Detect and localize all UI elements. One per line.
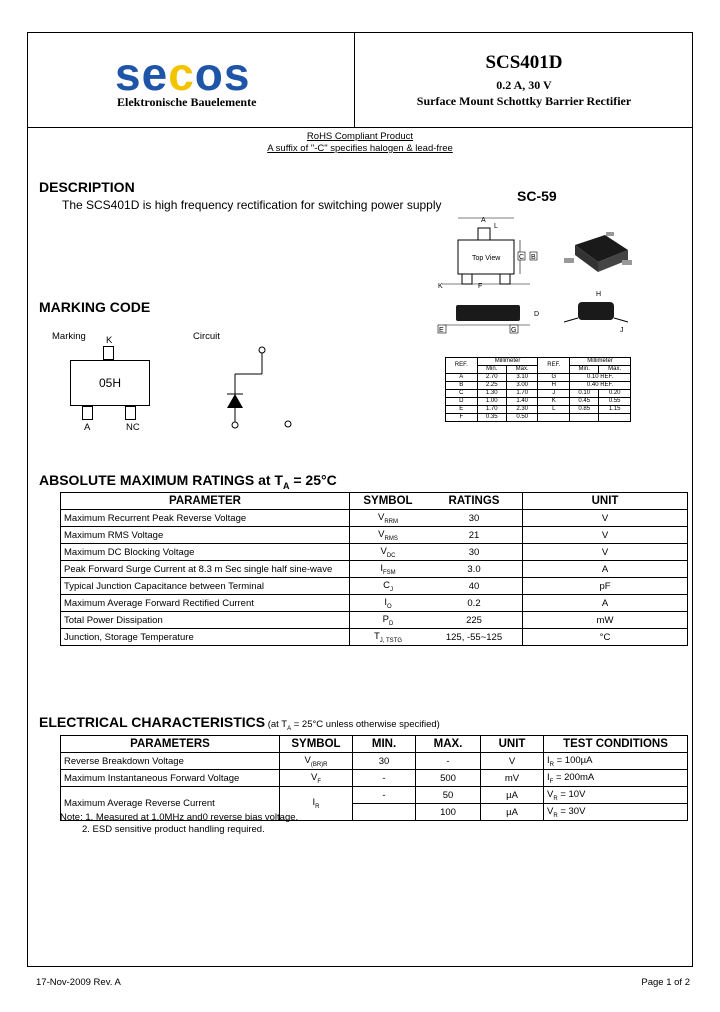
- dim-mm-header: Millimeter: [477, 358, 538, 366]
- dim-cell: 2.30: [506, 406, 538, 414]
- elec-heading-text: ELECTRICAL CHARACTERISTICS: [39, 714, 266, 730]
- table-row: [61, 510, 688, 527]
- cell-unit: mW: [523, 612, 688, 629]
- cell-unit: µA: [481, 804, 544, 821]
- pin-k-label: K: [106, 335, 113, 346]
- product-type: Surface Mount Schottky Barrier Rectifier: [416, 94, 632, 108]
- cell-sym: $I_{FSM}$: [350, 561, 427, 578]
- cell-param: Maximum Average Reverse Current: [61, 787, 280, 821]
- cell-max: 100: [416, 804, 481, 821]
- cell-param: Maximum Recurrent Peak Reverse Voltage: [61, 510, 350, 527]
- cell-sym: $V_{RRM}$: [350, 510, 427, 527]
- dim-cell: F: [446, 414, 478, 422]
- cell-cond: $V_R = 30V$: [544, 804, 688, 821]
- cell-min: -: [353, 770, 416, 787]
- pin-nc-label: NC: [126, 422, 140, 433]
- cell-sym: $C_J$: [350, 578, 427, 595]
- dim-cell: 0.85: [570, 406, 599, 414]
- svg-text:A: A: [481, 217, 486, 224]
- elec-note-sub: A: [287, 725, 292, 732]
- marking-code: 05H: [70, 360, 150, 406]
- halogen-line: A suffix of "-C" specifies halogen & lead-free: [267, 143, 453, 154]
- circuit-label: Circuit: [193, 331, 220, 342]
- rohs-line: RoHS Compliant Product: [306, 131, 414, 142]
- col-ratings: RATINGS: [426, 493, 523, 510]
- table-row: [446, 374, 631, 382]
- abs-max-heading-tail: = 25°C: [289, 472, 337, 488]
- col-symbol: SYMBOL: [350, 493, 427, 510]
- cell-param: Typical Junction Capacitance between Terminal: [61, 578, 350, 595]
- marking-label: Marking: [52, 331, 86, 342]
- dim-min-header: Min.: [570, 366, 599, 374]
- pin-k: [103, 346, 114, 360]
- cell-unit: °C: [523, 629, 688, 646]
- cell-val: 3.0: [426, 561, 523, 578]
- dim-cell: 0.50: [506, 414, 538, 422]
- dim-cell: L: [538, 406, 570, 414]
- cell-unit: V: [481, 753, 544, 770]
- dim-cell: 0.40 REF.: [570, 382, 631, 390]
- dim-cell: 3.10: [506, 374, 538, 382]
- table-row: [61, 612, 688, 629]
- dim-cell: 1.70: [506, 390, 538, 398]
- abs-max-heading-sub: A: [282, 480, 290, 491]
- cell-sym: $V_{(BR)R}$: [280, 753, 353, 770]
- svg-text:G: G: [511, 327, 517, 334]
- cell-cond: $I_F = 200mA$: [544, 770, 688, 787]
- cell-param: Maximum RMS Voltage: [61, 527, 350, 544]
- cell-min: [353, 804, 416, 821]
- abs-max-header-row: [61, 493, 688, 510]
- table-row: [61, 595, 688, 612]
- cell-unit: µA: [481, 787, 544, 804]
- note-1: Note: 1. Measured at 1.0MHz and0 reverse bias voltage.: [60, 812, 299, 823]
- dim-cell: 0.55: [599, 398, 631, 406]
- cell-sym: $T_{J, TSTG}$: [350, 629, 427, 646]
- cell-val: 0.2: [426, 595, 523, 612]
- table-row: [446, 398, 631, 406]
- dim-header-row: [446, 358, 631, 366]
- cell-unit: V: [523, 544, 688, 561]
- package-name: SC-59: [517, 188, 557, 204]
- dimension-table: [445, 357, 631, 422]
- dim-cell: 1.00: [477, 398, 506, 406]
- dim-ref-header: REF.: [538, 358, 570, 374]
- dim-cell: 1.30: [477, 390, 506, 398]
- cell-val: 30: [426, 544, 523, 561]
- cell-param: Total Power Dissipation: [61, 612, 350, 629]
- dim-cell: 0.10: [570, 390, 599, 398]
- top-view-label: Top View: [472, 255, 501, 262]
- pin-nc: [125, 406, 136, 420]
- svg-text:E: E: [439, 327, 444, 334]
- table-row: [61, 561, 688, 578]
- cell-val: 225: [426, 612, 523, 629]
- rating-line: 0.2 A, 30 V: [496, 78, 552, 92]
- dim-cell: [599, 414, 631, 422]
- cell-unit: A: [523, 561, 688, 578]
- elec-table: [60, 735, 688, 821]
- cell-unit: mV: [481, 770, 544, 787]
- dim-cell: C: [446, 390, 478, 398]
- dim-cell: J: [538, 390, 570, 398]
- dim-cell: 1.15: [599, 406, 631, 414]
- table-row: [446, 382, 631, 390]
- dim-cell: 2.25: [477, 382, 506, 390]
- dim-cell: B: [446, 382, 478, 390]
- dim-cell: G: [538, 374, 570, 382]
- col-max: MAX.: [416, 736, 481, 753]
- cell-unit: A: [523, 595, 688, 612]
- elec-heading: [39, 714, 440, 732]
- svg-text:C: C: [519, 254, 525, 261]
- abs-max-rows: [61, 510, 688, 646]
- table-row: [61, 544, 688, 561]
- dim-cell: 0.20: [599, 390, 631, 398]
- package-outline-drawings: [430, 210, 700, 350]
- table-row: [61, 770, 688, 787]
- abs-max-heading: [39, 472, 337, 491]
- cell-cond: $V_R = 10V$: [544, 787, 688, 804]
- note-2: 2. ESD sensitive product handling required.: [82, 824, 265, 835]
- cell-max: -: [416, 753, 481, 770]
- dim-cell: 1.70: [477, 406, 506, 414]
- circuit-diagram: [220, 340, 300, 432]
- dim-cell: 0.35: [477, 414, 506, 422]
- table-row: [61, 753, 688, 770]
- dim-cell: E: [446, 406, 478, 414]
- col-parameters: PARAMETERS: [61, 736, 280, 753]
- dim-max-header: Max.: [506, 366, 538, 374]
- svg-text:F: F: [478, 283, 483, 290]
- cell-param: Peak Forward Surge Current at 8.3 m Sec single half sine-wave: [61, 561, 350, 578]
- elec-note: (at T: [267, 719, 288, 730]
- table-row: [61, 578, 688, 595]
- elec-note-tail: = 25°C unless otherwise specified): [291, 719, 440, 730]
- cell-sym: $V_{RMS}$: [350, 527, 427, 544]
- elec-header-row: [61, 736, 688, 753]
- svg-text:H: H: [596, 291, 602, 298]
- cell-cond: $I_R = 100\mu A$: [544, 753, 688, 770]
- cell-min: -: [353, 787, 416, 804]
- svg-text:L: L: [494, 223, 498, 230]
- table-row: [446, 390, 631, 398]
- marking-heading: MARKING CODE: [39, 299, 151, 315]
- description-text: The SCS401D is high frequency rectification for switching power supply: [62, 198, 442, 212]
- cell-param: Junction, Storage Temperature: [61, 629, 350, 646]
- dim-cell: 1.40: [506, 398, 538, 406]
- svg-text:B: B: [531, 254, 536, 261]
- part-number: SCS401D: [485, 52, 563, 73]
- dim-cell: 2.70: [477, 374, 506, 382]
- cell-val: 30: [426, 510, 523, 527]
- cell-param: Maximum Instantaneous Forward Voltage: [61, 770, 280, 787]
- svg-text:K: K: [438, 283, 443, 290]
- cell-sym: $P_D$: [350, 612, 427, 629]
- dim-mm-header: Millimeter: [570, 358, 631, 366]
- pin-a-label: A: [84, 422, 91, 433]
- elec-rows: [61, 753, 688, 821]
- table-row: [446, 414, 631, 422]
- dim-cell: D: [446, 398, 478, 406]
- col-test-conditions: TEST CONDITIONS: [544, 736, 688, 753]
- dim-cell: 0.10 REF.: [570, 374, 631, 382]
- dim-cell: K: [538, 398, 570, 406]
- dim-cell: 3.00: [506, 382, 538, 390]
- table-row: [61, 787, 688, 804]
- cell-val: 21: [426, 527, 523, 544]
- dim-min-header: Min.: [477, 366, 506, 374]
- company-logo: secos: [115, 48, 251, 100]
- dim-cell: [538, 414, 570, 422]
- cell-unit: V: [523, 510, 688, 527]
- footer-page: Page 1 of 2: [641, 977, 690, 988]
- cell-min: 30: [353, 753, 416, 770]
- cell-val: 40: [426, 578, 523, 595]
- logo-tagline: Elektronische Bauelemente: [117, 95, 257, 109]
- dim-ref-header: REF.: [446, 358, 478, 374]
- abs-max-table: [60, 492, 688, 646]
- cell-max: 500: [416, 770, 481, 787]
- description-heading: DESCRIPTION: [39, 179, 135, 195]
- col-symbol: SYMBOL: [280, 736, 353, 753]
- abs-max-heading-text: ABSOLUTE MAXIMUM RATINGS at T: [39, 472, 283, 488]
- cell-unit: pF: [523, 578, 688, 595]
- cell-max: 50: [416, 787, 481, 804]
- col-min: MIN.: [353, 736, 416, 753]
- dim-cell: [570, 414, 599, 422]
- cell-val: 125, -55~125: [426, 629, 523, 646]
- cell-sym: $V_{DC}$: [350, 544, 427, 561]
- table-row: [446, 406, 631, 414]
- pin-a: [82, 406, 93, 420]
- cell-sym: $V_F$: [280, 770, 353, 787]
- col-unit: UNIT: [481, 736, 544, 753]
- svg-text:J: J: [620, 327, 624, 334]
- table-row: [61, 629, 688, 646]
- col-unit: UNIT: [523, 493, 688, 510]
- table-row: [61, 527, 688, 544]
- footer-date: 17-Nov-2009 Rev. A: [36, 977, 121, 988]
- col-parameter: PARAMETER: [61, 493, 350, 510]
- cell-sym: $I_O$: [350, 595, 427, 612]
- svg-text:D: D: [534, 311, 540, 318]
- cell-sym: $I_R$: [280, 787, 353, 821]
- cell-param: Reverse Breakdown Voltage: [61, 753, 280, 770]
- cell-param: Maximum Average Forward Rectified Current: [61, 595, 350, 612]
- dim-max-header: Max.: [599, 366, 631, 374]
- cell-param: Maximum DC Blocking Voltage: [61, 544, 350, 561]
- dim-cell: 0.45: [570, 398, 599, 406]
- cell-unit: V: [523, 527, 688, 544]
- dim-cell: H: [538, 382, 570, 390]
- dim-cell: A: [446, 374, 478, 382]
